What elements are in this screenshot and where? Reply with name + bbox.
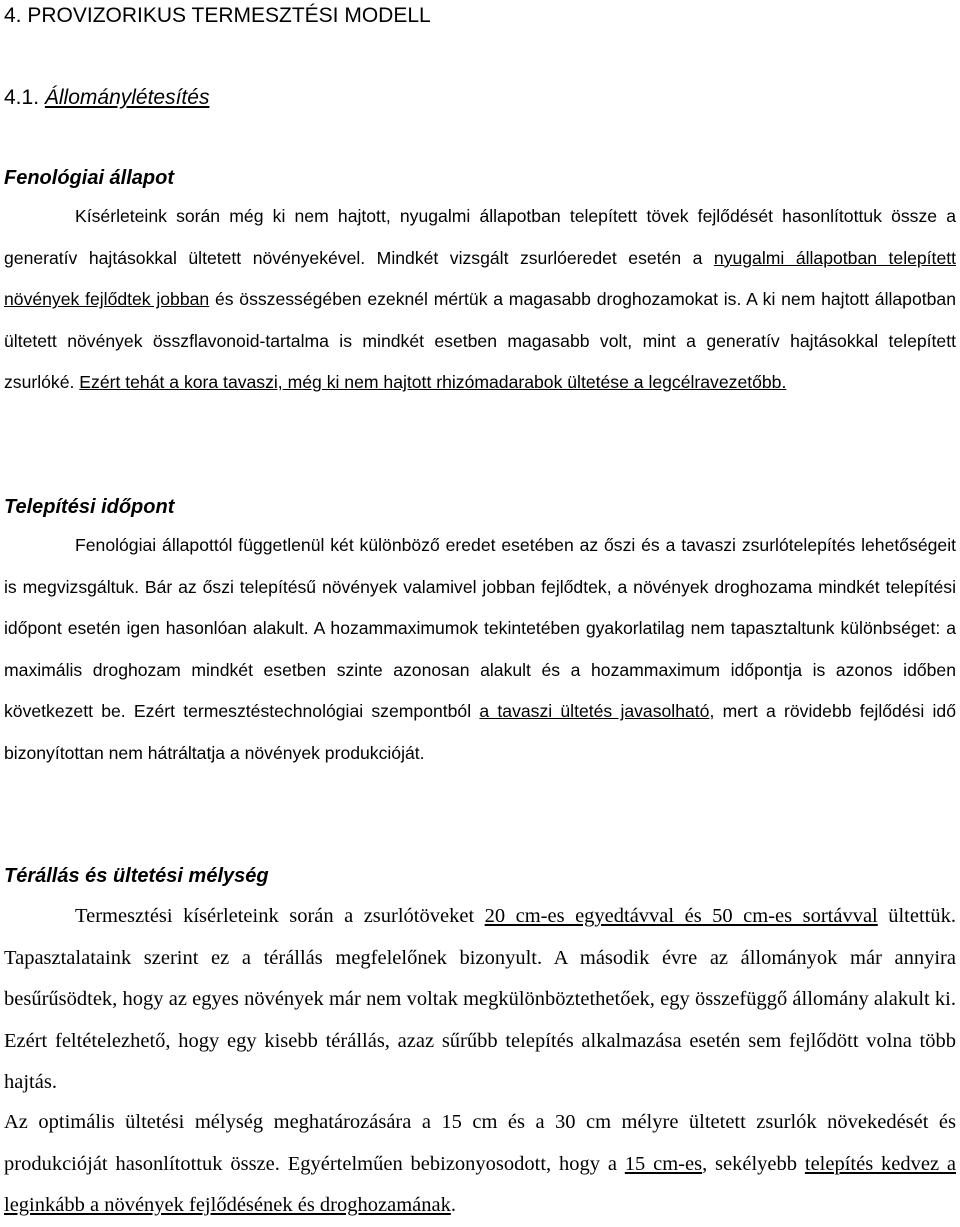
paragraph-text: és összességében ezeknél mértük a magasabb droghozamokat is. A ki nem hajtott állapotban ültetett növények összflavonoid-tartalma is mindkét esetben magasabb volt, mint a generatív hajtásokkal telepített zsurlóké.	[4, 289, 956, 393]
underlined-conclusion: telepítés kedvez a leginkább a növények fejlődésének és droghozamának	[4, 1152, 957, 1217]
document-title: 4. PROVIZORIKUS TERMESZTÉSI MODELL	[4, 4, 431, 27]
underlined-conclusion: Ezért tehát a kora tavaszi, még ki nem hajtott rhizómadarabok ültetése a legcélravezetőbb.	[79, 372, 787, 393]
paragraph-text: Az optimális ültetési mélység meghatározására a 15 cm és a 30 cm mélyre ültetett zsurlók növekedését és produkcióját hasonlítottuk össze. Egyértelműen bebizonyosodott, hogy a	[4, 1111, 956, 1175]
paragraph-text: Fenológiai állapottól függetlenül két különböző eredet esetében az őszi és a tavaszi zsurlótelepítés lehetőségeit is megvizsgáltuk. Bár az őszi telepítésű növények valamivel jobban fejlődtek, a növények droghozama mindkét telepítési időpont esetén igen hasonlóan alakult. A hozammaximumok tekintetében gyakorlatilag nem tapasztaltunk különbséget: a maximális droghozam mindkét esetben szinte azonosan alakult és a hozammaximum időpontja is azonos időben következett be. Ezért termesztéstechnológiai szempontból	[4, 535, 956, 722]
underlined-text: nyugalmi állapotban telepített növények fejlődtek jobban	[4, 247, 957, 310]
section-number: 4.1.	[4, 86, 40, 109]
paragraph-text: .	[450, 1194, 456, 1217]
paragraph-text: ültettük. Tapasztalataink szerint ez a térállás megfelelőnek bizonyult. A második évre az állományok már annyira besűrűsödtek, hogy az egyes növények már nem voltak megkülönböztethetőek, egy összefüggő állomány alakult ki. Ezért feltételezhető, hogy egy kisebb térállás, azaz sűrűbb telepítés alkalmazása esetén sem fejlődött volna több hajtás.	[4, 905, 956, 1094]
paragraph-text: , mert a rövidebb fejlődési idő bizonyítottan nem hátráltatja a növények produkcióját.	[4, 701, 956, 763]
paragraph-text: , sekélyebb	[702, 1152, 805, 1175]
paragraph-planting-time	[4, 525, 956, 775]
subheading-planting-time: Telepítési időpont	[4, 496, 175, 518]
paragraph-text: Termesztési kísérleteink során a zsurlótöveket	[75, 905, 485, 927]
paragraph-text: Kísérleteink során még ki nem hajtott, nyugalmi állapotban telepített tövek fejlődését hasonlítottuk össze a generatív hajtásokkal ültetett növényekével. Mindkét vizsgált zsurlóeredet esetén a	[4, 206, 956, 268]
paragraph-depth	[4, 1102, 956, 1227]
underlined-spacing: 20 cm-es egyedtávval és 50 cm-es sortávval	[484, 905, 878, 927]
paragraph-phenology	[4, 196, 956, 404]
underlined-recommendation: a tavaszi ültetés javasolható	[479, 701, 710, 722]
section-title-text: Állománylétesítés	[44, 86, 210, 109]
subheading-spacing-depth: Térállás és ültetési mélység	[4, 865, 269, 887]
section-title	[4, 86, 209, 110]
subheading-phenology: Fenológiai állapot	[4, 167, 175, 189]
paragraph-spacing	[4, 896, 956, 1104]
underlined-depth: 15 cm-es	[624, 1152, 703, 1175]
